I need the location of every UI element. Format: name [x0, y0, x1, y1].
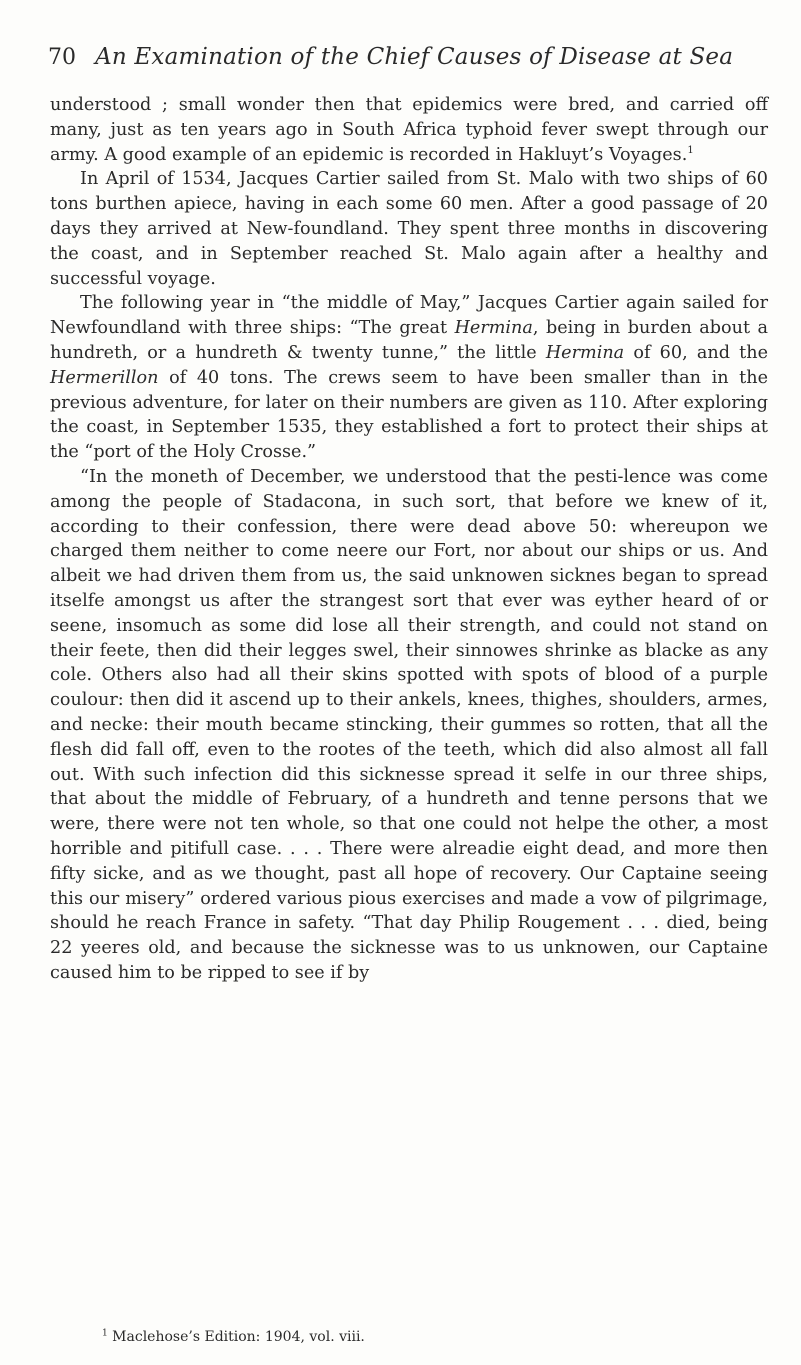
running-title: An Examination of the Chief Causes of Disease at Sea — [95, 44, 734, 70]
running-header — [48, 44, 768, 84]
ship-name-hermina-great: Hermina — [454, 318, 533, 339]
body-text — [50, 93, 768, 986]
paragraph-4-quotation: “In the moneth of December, we understood that the pesti-lence was come among the people of Stadacona, in such sort, that before we knew of it, according to their confession, there were dead above 50: whereupon we charged them neither to come neere our Fort, nor about our ships or us. And albeit we had driven them from us, the said unknowen sicknes began to spread itselfe amongst us after the strangest sort that ever was eyther heard of or seene, insomuch as some did lose all their strength, and could not stand on their feete, then did their legges swel, their sinnowes shrinke as blacke as any cole. Others also had all their skins spotted with spots of blood of a purple coulour: then did it ascend up to their ankels, knees, thighes, shoulders, armes, and necke: their mouth became stincking, their gummes so rotten, that all the flesh did fall off, even to the rootes of the teeth, which did also almost all fall out. With such infection did this sicknesse spread it selfe in our three ships, that about the middle of February, of a hundreth and tenne persons that we were, there were not ten whole, so that one could not helpe the other, a most horrible and pitifull case. . . . There were alreadie eight dead, and more then fifty sicke, and as we thought, past all hope of recovery. Our Captaine seeing this our misery” ordered various pious exercises and made a vow of pilgrimage, should he reach France in safety. “That day Philip Rougement . . . died, being 22 yeeres old, and because the sicknesse was to us unknowen, our Captaine caused him to be ripped to see if by — [50, 466, 768, 983]
page-number: 70 — [48, 45, 76, 70]
paragraph-3-text-a: The following year in “the middle of May,” Jacques Cartier again sailed for Newfoundland with three ships: “The great — [50, 293, 768, 339]
paragraph-1 — [50, 93, 768, 167]
paragraph-2: In April of 1534, Jacques Cartier sailed from St. Malo with two ships of 60 tons burthen apiece, having in each some 60 men. After a good passage of 20 days they arrived at New-foundland. They spent three months in discovering the coast, and in September reached St. Malo again after a healthy and successful voyage. — [50, 169, 768, 289]
paragraph-3-text-c: , being in burden about a hundreth, or a hundreth & twenty tunne,” the little — [50, 318, 768, 363]
ship-name-hermina-little: Hermina — [545, 342, 625, 363]
paragraph-3-text-g: of 40 tons. The crews seem to have been smaller than in the previous adventure, for later on their numbers are given as 110. After exploring the coast, in September 1535, they established a fort to protect their ships at the “port of the Holy Crosse.” — [50, 367, 768, 463]
paragraph-3 — [50, 291, 768, 465]
paragraph-3-text-e: of 60, and the — [624, 342, 768, 363]
ship-name-hermerillon: Hermerillon — [50, 367, 159, 388]
paragraph-1-text: understood ; small wonder then that epidemics were bred, and carried off many, just as ten years ago in South Africa typhoid fever swept through our army. A good example of an epidemic is recorded in Hakluyt’s Voyages. — [50, 95, 768, 165]
footnote-reference: 1 — [687, 144, 694, 156]
footnote-mark: 1 — [102, 1328, 108, 1339]
footnote-text: Maclehose’s Edition: 1904, vol. viii. — [107, 1329, 365, 1345]
footnote — [50, 1328, 768, 1346]
